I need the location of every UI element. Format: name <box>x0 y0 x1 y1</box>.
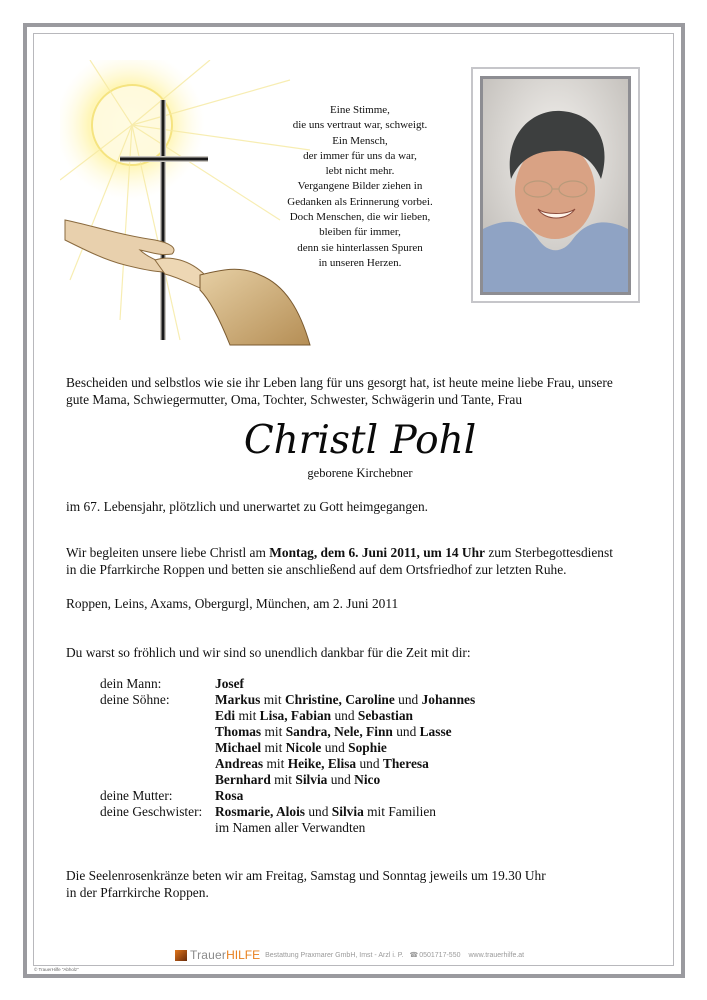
family-connector: mit <box>263 756 288 771</box>
company-name: Bestattung Praxmarer GmbH, Imst - Arzl i. P. <box>265 951 404 959</box>
family-connector: und <box>331 708 358 723</box>
family-connector: im Namen aller Verwandten <box>215 820 366 835</box>
brand-hilfe: HILFE <box>226 948 261 962</box>
family-name: Heike, Elisa <box>287 756 357 771</box>
funeral-line-2: in die Pfarrkirche Roppen und betten sie anschließend auf dem Ortsfriedhof zur letzten Ruhe. <box>66 562 567 577</box>
family-members <box>215 708 413 724</box>
family-name: Johannes <box>421 692 476 707</box>
family-label: deine Söhne: <box>100 692 170 707</box>
portrait-illustration <box>483 79 628 292</box>
family-connector: und <box>321 740 349 755</box>
deceased-name: Christl Pohl <box>243 418 477 463</box>
poem-line: Gedanken als Erinnerung vorbei. <box>287 195 433 208</box>
funeral-date: Montag, dem 6. Juni 2011, um 14 Uhr <box>269 545 485 560</box>
family-members <box>215 772 380 788</box>
poem <box>262 103 458 271</box>
family-label: deine Mutter: <box>100 788 173 803</box>
portrait-photo <box>480 76 631 295</box>
sleeve <box>200 269 310 345</box>
family-name: Nicole <box>285 740 322 755</box>
family-name: Sebastian <box>357 708 413 723</box>
family-connector: mit <box>261 724 286 739</box>
family-name: Markus <box>215 692 261 707</box>
poem-line: Vergangene Bilder ziehen in <box>297 180 423 193</box>
family-name: Christine, Caroline <box>284 692 395 707</box>
family-connector: und <box>394 692 422 707</box>
copyright: © TrauerHilfe "Abholz" <box>34 967 79 972</box>
family-name: Thomas <box>215 724 262 739</box>
funeral-pre: Wir begleiten unsere liebe Christl am <box>66 545 270 560</box>
family-members <box>215 820 365 836</box>
family-name: Silvia <box>331 804 364 819</box>
maiden-name: geborene Kirchebner <box>307 466 413 480</box>
family-name: Michael <box>215 740 262 755</box>
family-members <box>215 740 387 756</box>
poem-line: bleiben für immer, <box>319 226 401 239</box>
family-connector: und <box>305 804 332 819</box>
family-name: Rosa <box>215 788 244 803</box>
rosary-line-1: Die Seelenrosenkränze beten wir am Freitag, Samstag und Sonntag jeweils um 19.30 Uhr <box>66 868 546 883</box>
family-name: Sophie <box>348 740 387 755</box>
website-link[interactable]: www.trauerhilfe.at <box>468 951 525 959</box>
poem-line: in unseren Herzen. <box>318 256 402 269</box>
family-members <box>215 804 436 820</box>
place-date: Roppen, Leins, Axams, Obergurgl, München, am 2. Juni 2011 <box>66 596 399 611</box>
family-name: Theresa <box>382 756 429 771</box>
poem-line: denn sie hinterlassen Spuren <box>297 241 423 254</box>
family-connector: mit <box>261 740 286 755</box>
family-name: Nico <box>354 772 381 787</box>
family-members <box>215 756 429 772</box>
family-name: Silvia <box>295 772 328 787</box>
poem-line: Doch Menschen, die wir lieben, <box>289 211 431 224</box>
trauerhilfe-logo-icon <box>175 950 187 961</box>
poem-line: lebt nicht mehr. <box>325 165 395 178</box>
poem-line: der immer für uns da war, <box>303 149 417 162</box>
poem-line: Eine Stimme, <box>330 104 390 116</box>
family-name: Josef <box>215 676 245 691</box>
family-members <box>215 788 243 804</box>
family-connector: und <box>327 772 355 787</box>
family-members <box>215 724 452 740</box>
funeral-post: zum Sterbegottesdienst <box>485 545 613 560</box>
family-label: dein Mann: <box>100 676 162 691</box>
family-name: Andreas <box>215 756 264 771</box>
poem-line: Ein Mensch, <box>332 134 388 147</box>
intro-line-1: Bescheiden und selbstlos wie sie ihr Leben lang für uns gesorgt hat, ist heute meine liebe Frau, unsere <box>66 375 613 390</box>
family-connector: mit <box>270 772 296 787</box>
family-members <box>215 692 475 708</box>
family-name: Lisa, Fabian <box>259 708 332 723</box>
family-name: Sandra, Nele, Finn <box>285 724 393 739</box>
family-connector: und <box>356 756 383 771</box>
family-connector: mit <box>235 708 260 723</box>
family-connector: und <box>392 724 420 739</box>
family-name: Bernhard <box>215 772 271 787</box>
family-label: deine Geschwister: <box>100 804 203 819</box>
thanks-text: Du warst so fröhlich und wir sind so unendlich dankbar für die Zeit mit dir: <box>66 645 471 660</box>
brand-trauer: Trauer <box>190 948 227 962</box>
phone-icon: ☎ <box>409 952 419 959</box>
phone-number: 0501717-550 <box>419 951 461 959</box>
family-members <box>215 676 244 692</box>
footer <box>175 947 555 963</box>
family-name: Lasse <box>419 724 452 739</box>
intro-line-2: gute Mama, Schwiegermutter, Oma, Tochter, Schwester, Schwägerin und Tante, Frau <box>66 392 523 407</box>
passing-text: im 67. Lebensjahr, plötzlich und unerwartet zu Gott heimgegangen. <box>66 499 429 514</box>
family-name: Rosmarie, Alois <box>215 804 306 819</box>
poem-line: die uns vertraut war, schweigt. <box>292 119 428 132</box>
funeral-line-1 <box>66 545 613 562</box>
rosary-line-2: in der Pfarrkirche Roppen. <box>66 885 209 900</box>
family-name: Edi <box>215 708 236 723</box>
family-connector: mit Familien <box>363 804 436 819</box>
family-connector: mit <box>260 692 285 707</box>
